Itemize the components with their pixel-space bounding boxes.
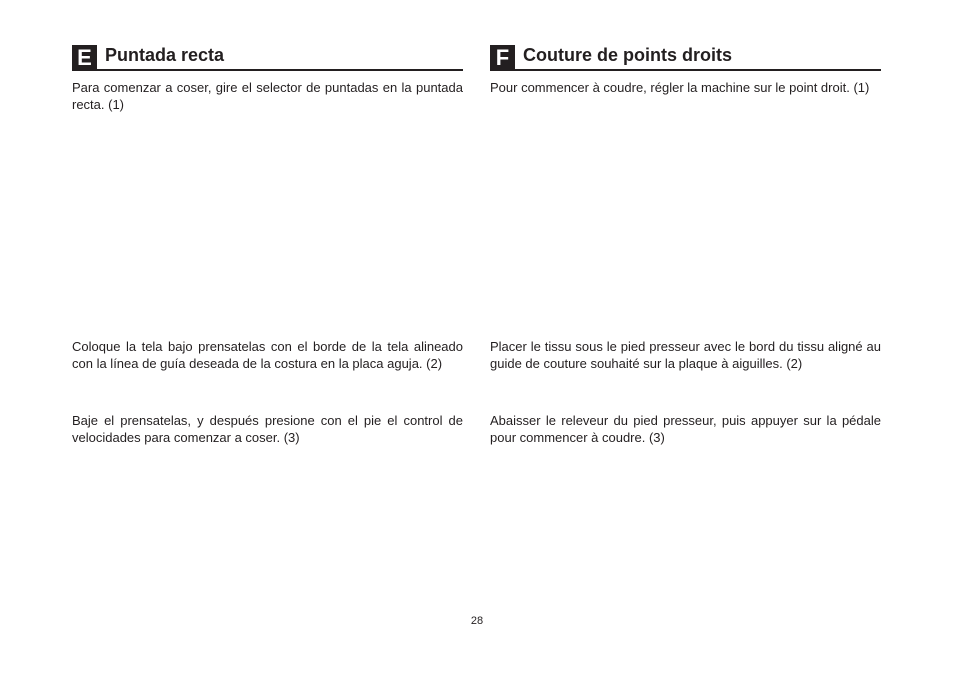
french-section-title: Couture de points droits	[523, 45, 732, 65]
spanish-paragraph-1: Para comenzar a coser, gire el selector de puntadas en la puntada recta. (1)	[72, 80, 463, 112]
french-paragraph-2: Placer le tissu sous le pied presseur avec le bord du tissu aligné au guide de couture souhaité sur la plaque à aiguilles. (2)	[490, 339, 881, 371]
spanish-paragraph-3: Baje el prensatelas, y después presione con el pie el control de velocidades para comenzar a coser. (3)	[72, 413, 463, 445]
spanish-section-title: Puntada recta	[105, 45, 225, 65]
page-number: 28	[470, 615, 484, 627]
language-badge-spanish: E	[72, 45, 97, 70]
french-paragraph-3: Abaisser le releveur du pied presseur, puis appuyer sur la pédale pour commencer à coudre. (3)	[490, 413, 881, 445]
french-section-header	[490, 45, 881, 71]
french-paragraph-1: Pour commencer à coudre, régler la machine sur le point droit. (1)	[490, 80, 870, 95]
spanish-paragraph-2: Coloque la tela bajo prensatelas con el borde de la tela alineado con la línea de guía deseada de la costura en la placa aguja. (2)	[72, 339, 463, 371]
spanish-section	[72, 45, 463, 445]
spanish-section-header	[72, 45, 463, 71]
language-badge-french: F	[490, 45, 515, 70]
french-section	[490, 45, 881, 445]
